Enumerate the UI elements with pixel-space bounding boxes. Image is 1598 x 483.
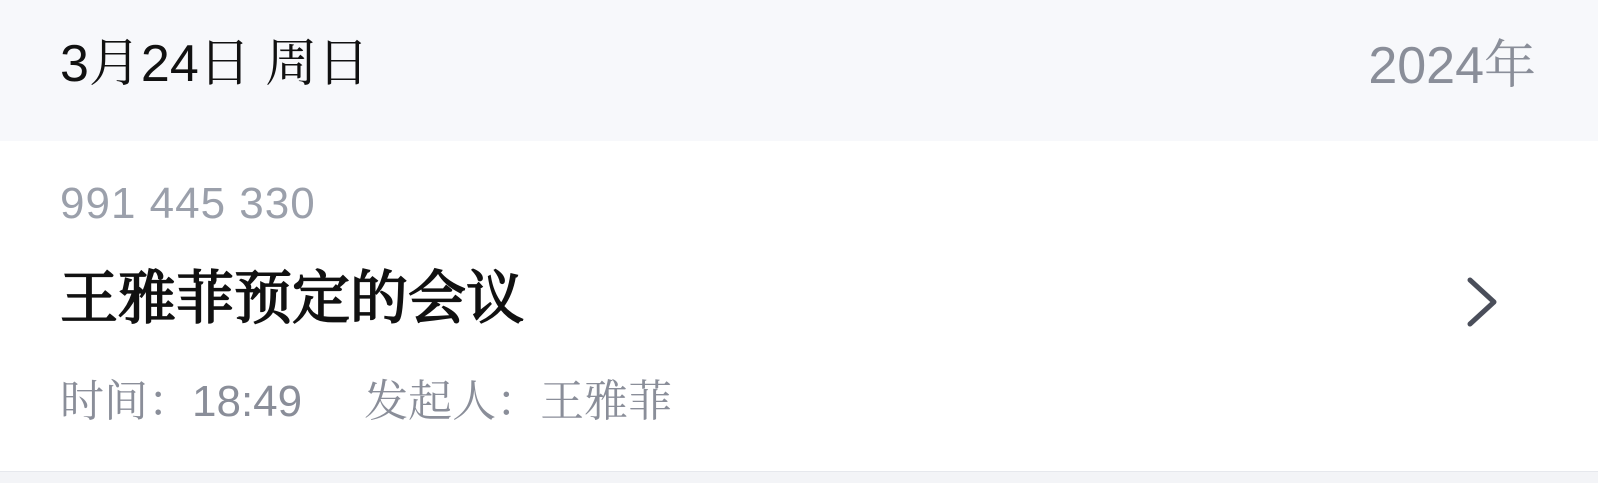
meeting-meta (60, 375, 672, 429)
time-value: 18:49 (192, 377, 303, 426)
organizer-label: 发起人： (364, 377, 541, 426)
meeting-id: 991 445 330 (60, 179, 316, 228)
meeting-title: 王雅菲预定的会议 (60, 266, 525, 331)
meeting-card[interactable] (0, 141, 1598, 471)
date-label: 3月24日 周日 (60, 35, 370, 93)
date-header (0, 0, 1598, 141)
year-label: 2024年 (1368, 37, 1536, 95)
organizer-value: 王雅菲 (540, 377, 673, 426)
time-label: 时间： (60, 377, 192, 426)
list-divider (0, 471, 1598, 483)
chevron-right-icon[interactable] (1462, 274, 1502, 330)
